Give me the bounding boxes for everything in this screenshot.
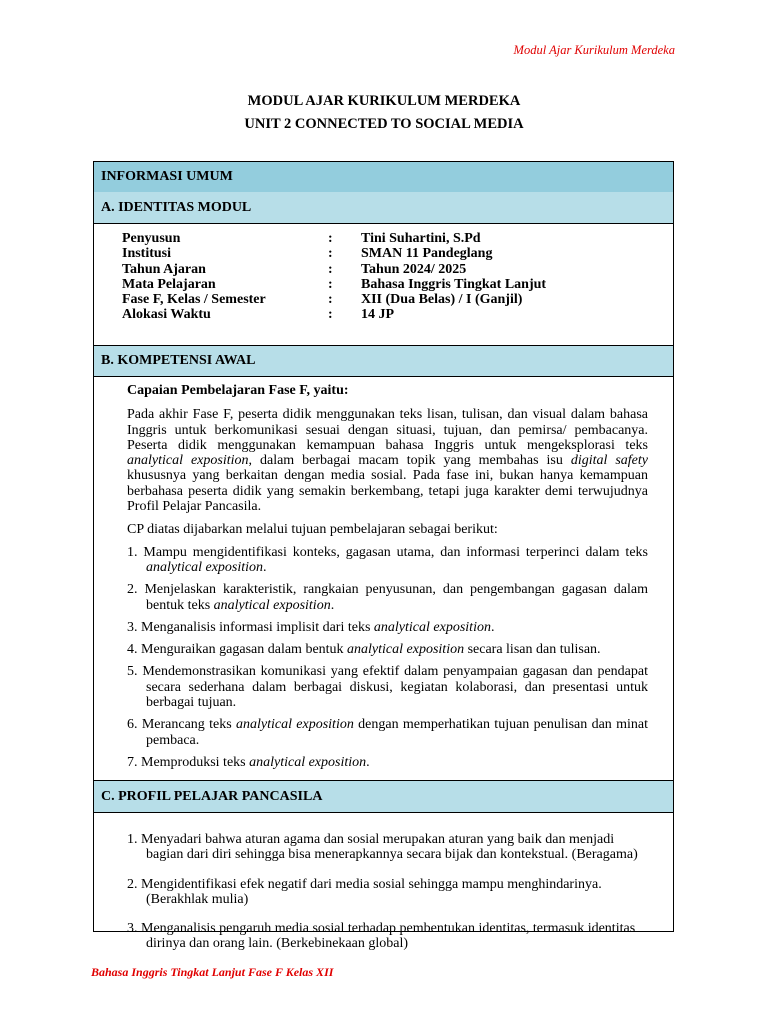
identitas-separator: : (328, 307, 333, 323)
identitas-value: XII (Dua Belas) / I (Ganjil) (361, 292, 523, 308)
identitas-value: Bahasa Inggris Tingkat Lanjut (361, 276, 547, 292)
identitas-list (122, 231, 546, 323)
tujuan-item: 2. Menjelaskan karakteristik, rangkaian penyusunan, dan pengembangan gagasan dalam bentuk teks analytical exposition. (127, 582, 648, 613)
identitas-separator: : (328, 261, 333, 277)
kompetensi-content (127, 383, 648, 777)
identitas-label: Fase F, Kelas / Semester (122, 292, 266, 308)
section-identitas-modul: A. IDENTITAS MODUL (94, 192, 673, 224)
profil-item: 2. Mengidentifikasi efek negatif dari media sosial sehingga mampu menghindarinya. (Berakhlak mulia) (127, 876, 602, 907)
identitas-value: SMAN 11 Pandeglang (361, 246, 493, 262)
document-title: MODUL AJAR KURIKULUM MERDEKA (247, 93, 521, 109)
identitas-separator: : (328, 276, 333, 292)
section-profil-pelajar-pancasila: C. PROFIL PELAJAR PANCASILA (94, 780, 673, 813)
identitas-separator: : (328, 246, 333, 262)
identitas-separator: : (328, 231, 333, 246)
module-info-table (93, 161, 674, 952)
identitas-row (122, 277, 546, 292)
identitas-label: Penyusun (122, 231, 181, 246)
identitas-row (122, 231, 546, 246)
identitas-label: Tahun Ajaran (122, 261, 206, 277)
tujuan-item: 5. Mendemonstrasikan komunikasi yang efektif dalam penyampaian gagasan dan pendapat secara sederhana dalam berbagai diskusi, kegiatan kolaborasi, dan presentasi untuk berbagai tujuan. (127, 664, 648, 711)
identitas-label: Alokasi Waktu (122, 307, 211, 323)
identitas-row (122, 307, 546, 322)
profil-item: 3. Menganalisis pengaruh media sosial terhadap pembentukan identitas, termasuk identitas dirinya dan orang lain. (Berkebinekaan global) (127, 921, 636, 952)
tujuan-item: 6. Merancang teks analytical exposition dengan memperhatikan tujuan penulisan dan minat pembaca. (127, 717, 649, 748)
tujuan-item: 1. Mampu mengidentifikasi konteks, gagasan utama, dan informasi terperinci dalam teks analytical exposition. (127, 544, 648, 575)
document-subtitle: UNIT 2 CONNECTED TO SOCIAL MEDIA (244, 116, 524, 132)
header-note: Modul Ajar Kurikulum Merdeka (513, 43, 675, 57)
cp-heading: Capaian Pembelajaran Fase F, yaitu: (127, 383, 349, 398)
cp-paragraph: Pada akhir Fase F, peserta didik menggunakan teks lisan, tulisan, dan visual dalam bahasa Inggris untuk berkomunikasi sesuai dengan situasi, tujuan, dan pemirsa/ pembacanya. Peserta didik menggunakan kemampuan bahasa Inggris untuk mengeksplorasi teks analytical exposition, dalam berbagai macam topik yang membahas isu digital safety khususnya yang berkaitan dengan media sosial. Pada fase ini, bukan hanya kemampuan berbahasa peserta didik yang semakin berkembang, tetapi juga karakter demi terwujudnya Profil Pelajar Pancasila. (127, 407, 648, 515)
identitas-row (122, 246, 546, 261)
identitas-separator: : (328, 292, 333, 308)
identitas-value: Tini Suhartini, S.Pd (361, 231, 481, 246)
footer-note: Bahasa Inggris Tingkat Lanjut Fase F Kelas XII (91, 965, 334, 979)
cp-intro: CP diatas dijabarkan melalui tujuan pembelajaran sebagai berikut: (127, 522, 498, 538)
tujuan-item: 4. Menguraikan gagasan dalam bentuk analytical exposition secara lisan dan tulisan. (127, 642, 601, 658)
identitas-label: Institusi (122, 246, 172, 262)
identitas-row (122, 262, 546, 277)
identitas-value: Tahun 2024/ 2025 (361, 261, 467, 277)
tujuan-item: 3. Menganalisis informasi implisit dari teks analytical exposition. (127, 619, 495, 635)
identitas-label: Mata Pelajaran (122, 276, 216, 292)
identitas-row (122, 292, 546, 307)
identitas-value: 14 JP (361, 307, 395, 323)
profil-content (127, 818, 640, 959)
profil-item: 1. Menyadari bahwa aturan agama dan sosial merupakan aturan yang baik dan menjadi bagian dari diri sehingga bisa menerapkannya secara bijak dan kontekstual. (Beragama) (127, 832, 638, 863)
section-informasi-umum: INFORMASI UMUM (94, 162, 673, 193)
section-kompetensi-awal: B. KOMPETENSI AWAL (94, 345, 673, 377)
tujuan-item: 7. Memproduksi teks analytical exposition. (127, 754, 370, 770)
